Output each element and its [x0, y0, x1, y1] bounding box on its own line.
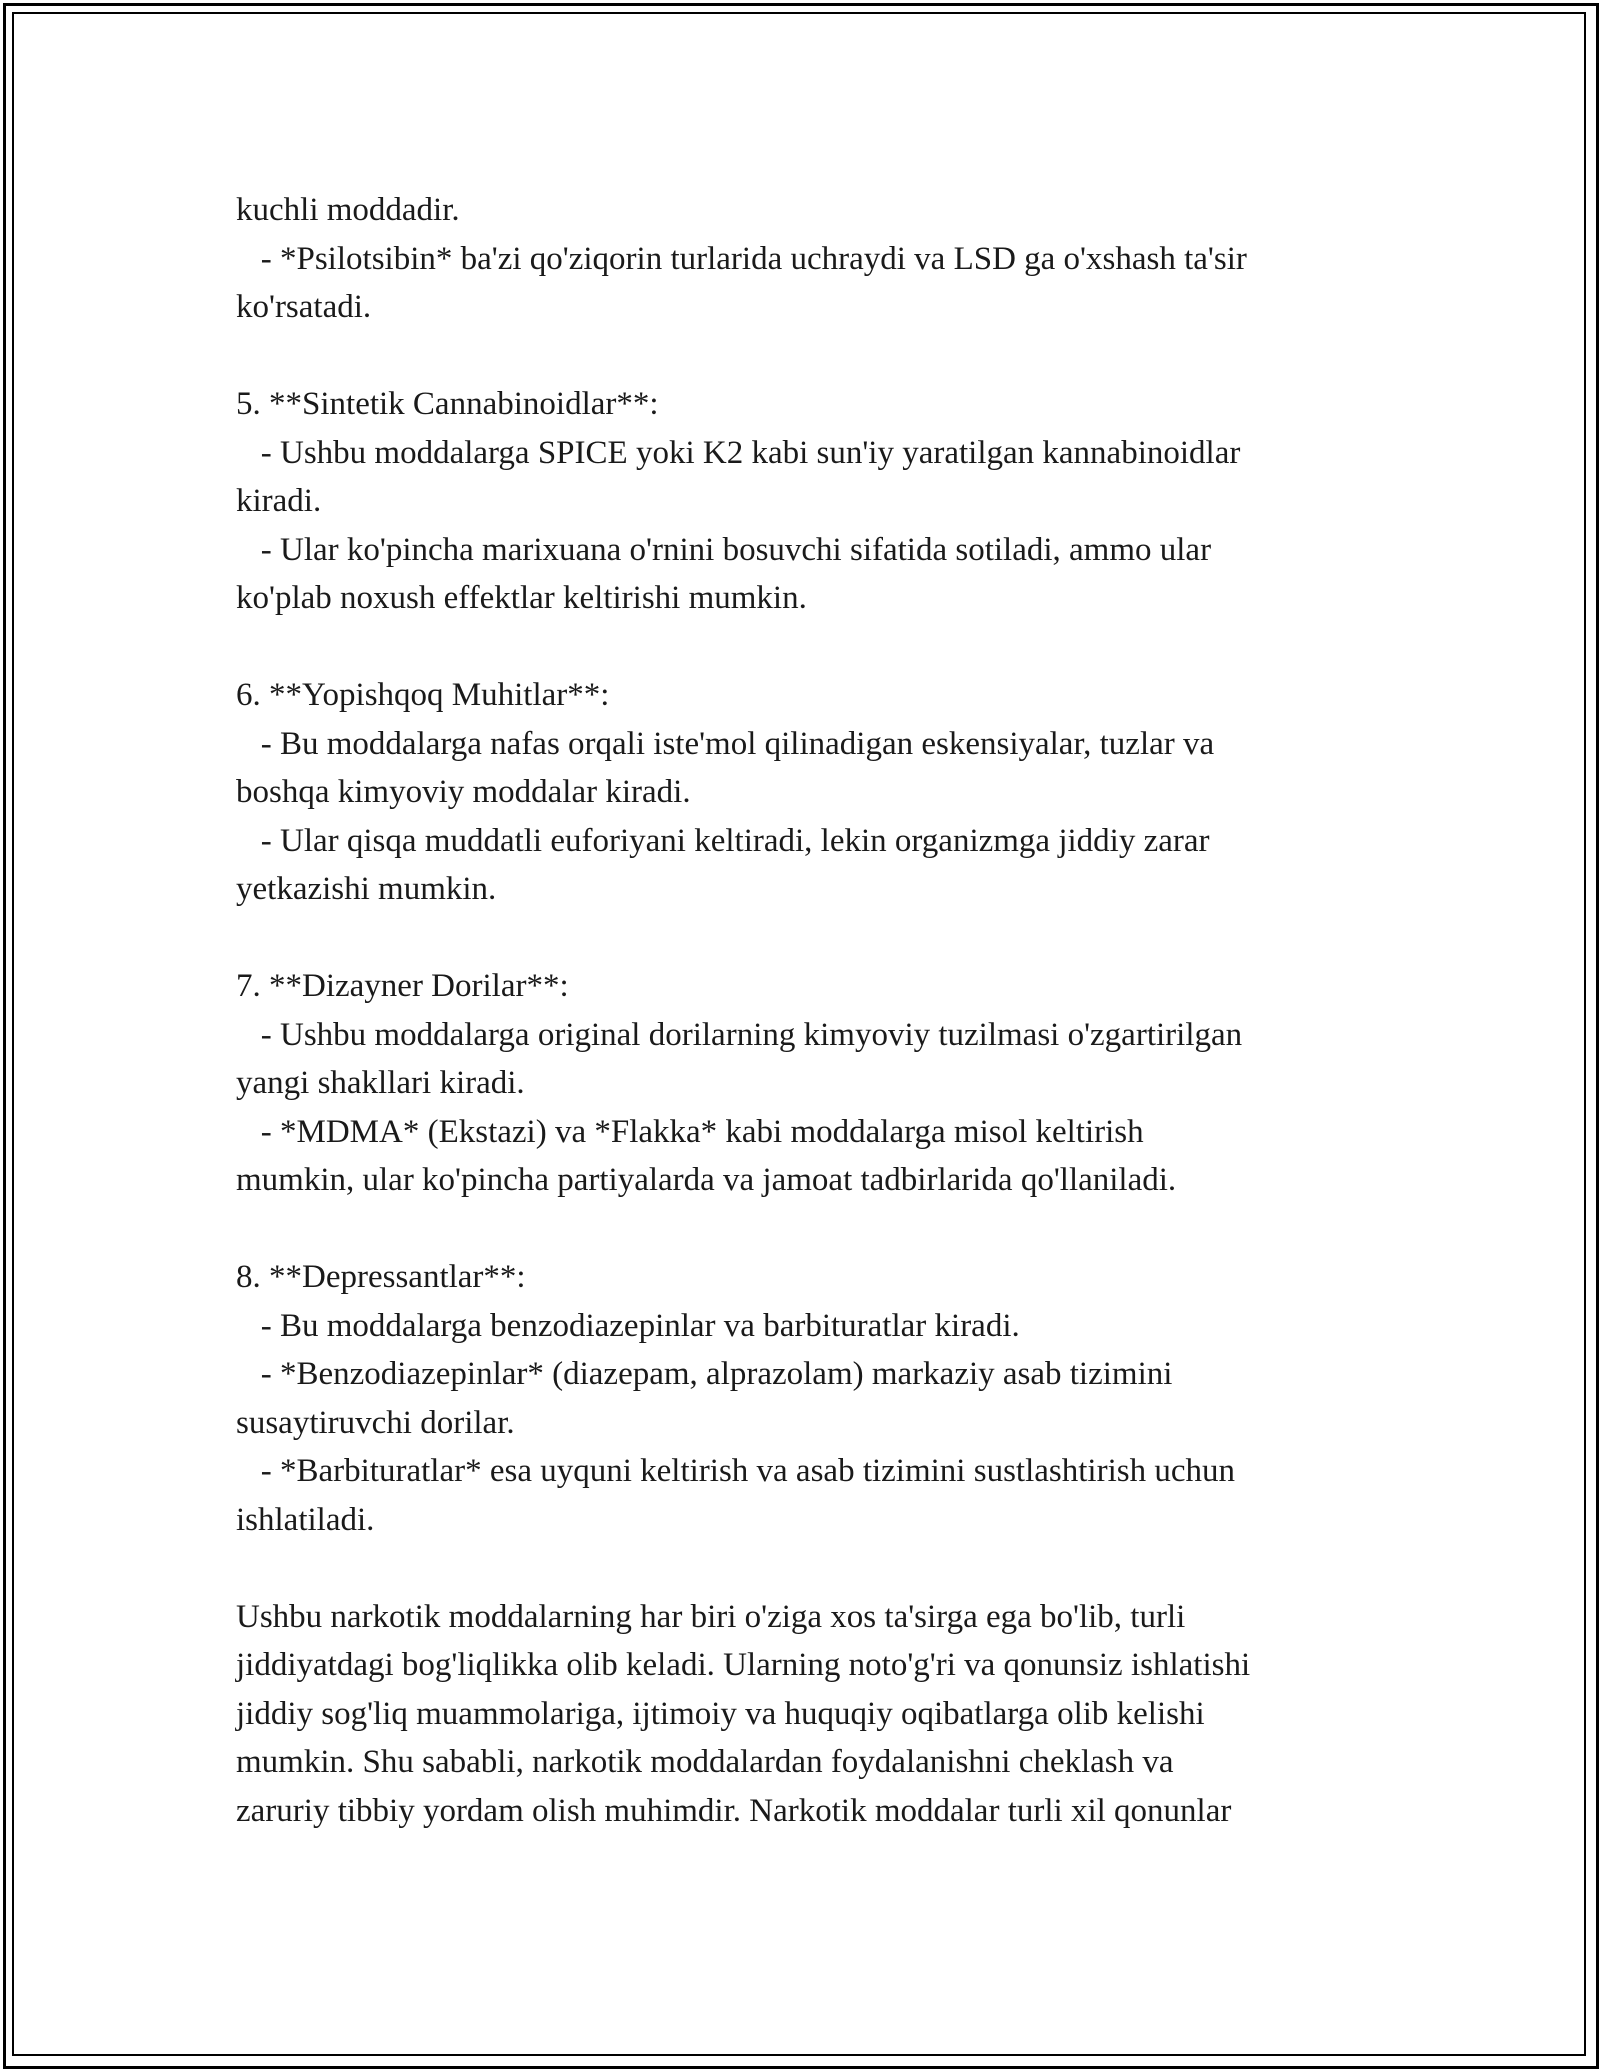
text-line: - *Benzodiazepinlar* (diazepam, alprazolam) markaziy asab tizimini — [236, 1356, 1173, 1392]
text-line: - Bu moddalarga nafas orqali iste'mol qilinadigan eskensiyalar, tuzlar va — [236, 725, 1215, 762]
text-line: - Ular ko'pincha marixuana o'rnini bosuvchi sifatida sotiladi, ammo ular — [236, 531, 1212, 568]
text-line: jiddiyatdagi bog'liqlikka olib keladi. Ularning noto'g'ri va qonunsiz ishlatishi — [236, 1647, 1251, 1683]
text-line: 8. **Depressantlar**: — [236, 1259, 526, 1295]
text-line: - Ushbu moddalarga original dorilarning kimyoviy tuzilmasi o'zgartirilgan — [236, 1016, 1243, 1053]
text-line: - *MDMA* (Ekstazi) va *Flakka* kabi moddalarga misol keltirish — [236, 1113, 1144, 1150]
text-line: - *Barbituratlar* esa uyquni keltirish va asab tizimini sustlashtirish uchun — [236, 1453, 1235, 1489]
text-line: kiradi. — [236, 483, 322, 519]
blank-line — [236, 623, 1381, 672]
blank-line — [236, 914, 1381, 963]
blank-line — [236, 1544, 1381, 1593]
text-line: mumkin, ular ko'pincha partiyalarda va jamoat tadbirlarida qo'llaniladi. — [236, 1162, 1177, 1198]
text-line: boshqa kimyoviy moddalar kiradi. — [236, 774, 691, 810]
text-line: jiddiy sog'liq muammolariga, ijtimoiy va huquqiy oqibatlarga olib kelishi — [236, 1695, 1205, 1732]
text-line: - *Psilotsibin* ba'zi qo'ziqorin turlarida uchraydi va LSD ga o'xshash ta'sir — [236, 240, 1247, 277]
blank-line — [236, 1205, 1381, 1254]
text-line: 5. **Sintetik Cannabinoidlar**: — [236, 386, 659, 422]
text-line: ishlatiladi. — [236, 1501, 375, 1538]
text-line: - Ular qisqa muddatli euforiyani keltiradi, lekin organizmga jiddiy zarar — [236, 822, 1210, 859]
text-line: yangi shakllari kiradi. — [236, 1065, 525, 1101]
blank-line — [236, 332, 1381, 381]
text-line: mumkin. Shu sababli, narkotik moddalardan foydalanishni cheklash va — [236, 1744, 1174, 1780]
text-line: zaruriy tibbiy yordam olish muhimdir. Narkotik moddalar turli xil qonunlar — [236, 1792, 1232, 1829]
text-line: ko'rsatadi. — [236, 289, 372, 325]
document-body — [236, 186, 1381, 1835]
text-line: - Bu moddalarga benzodiazepinlar va barbituratlar kiradi. — [236, 1307, 1020, 1344]
text-line: kuchli moddadir. — [236, 192, 460, 228]
text-line: 7. **Dizayner Dorilar**: — [236, 968, 569, 1004]
text-line: - Ushbu moddalarga SPICE yoki K2 kabi sun'iy yaratilgan kannabinoidlar — [236, 434, 1241, 471]
text-line: susaytiruvchi dorilar. — [236, 1404, 515, 1441]
text-line: yetkazishi mumkin. — [236, 871, 497, 907]
text-line: Ushbu narkotik moddalarning har biri o'ziga xos ta'sirga ega bo'lib, turli — [236, 1598, 1186, 1635]
text-line: ko'plab noxush effektlar keltirishi mumkin. — [236, 580, 807, 616]
text-line: 6. **Yopishqoq Muhitlar**: — [236, 677, 610, 713]
